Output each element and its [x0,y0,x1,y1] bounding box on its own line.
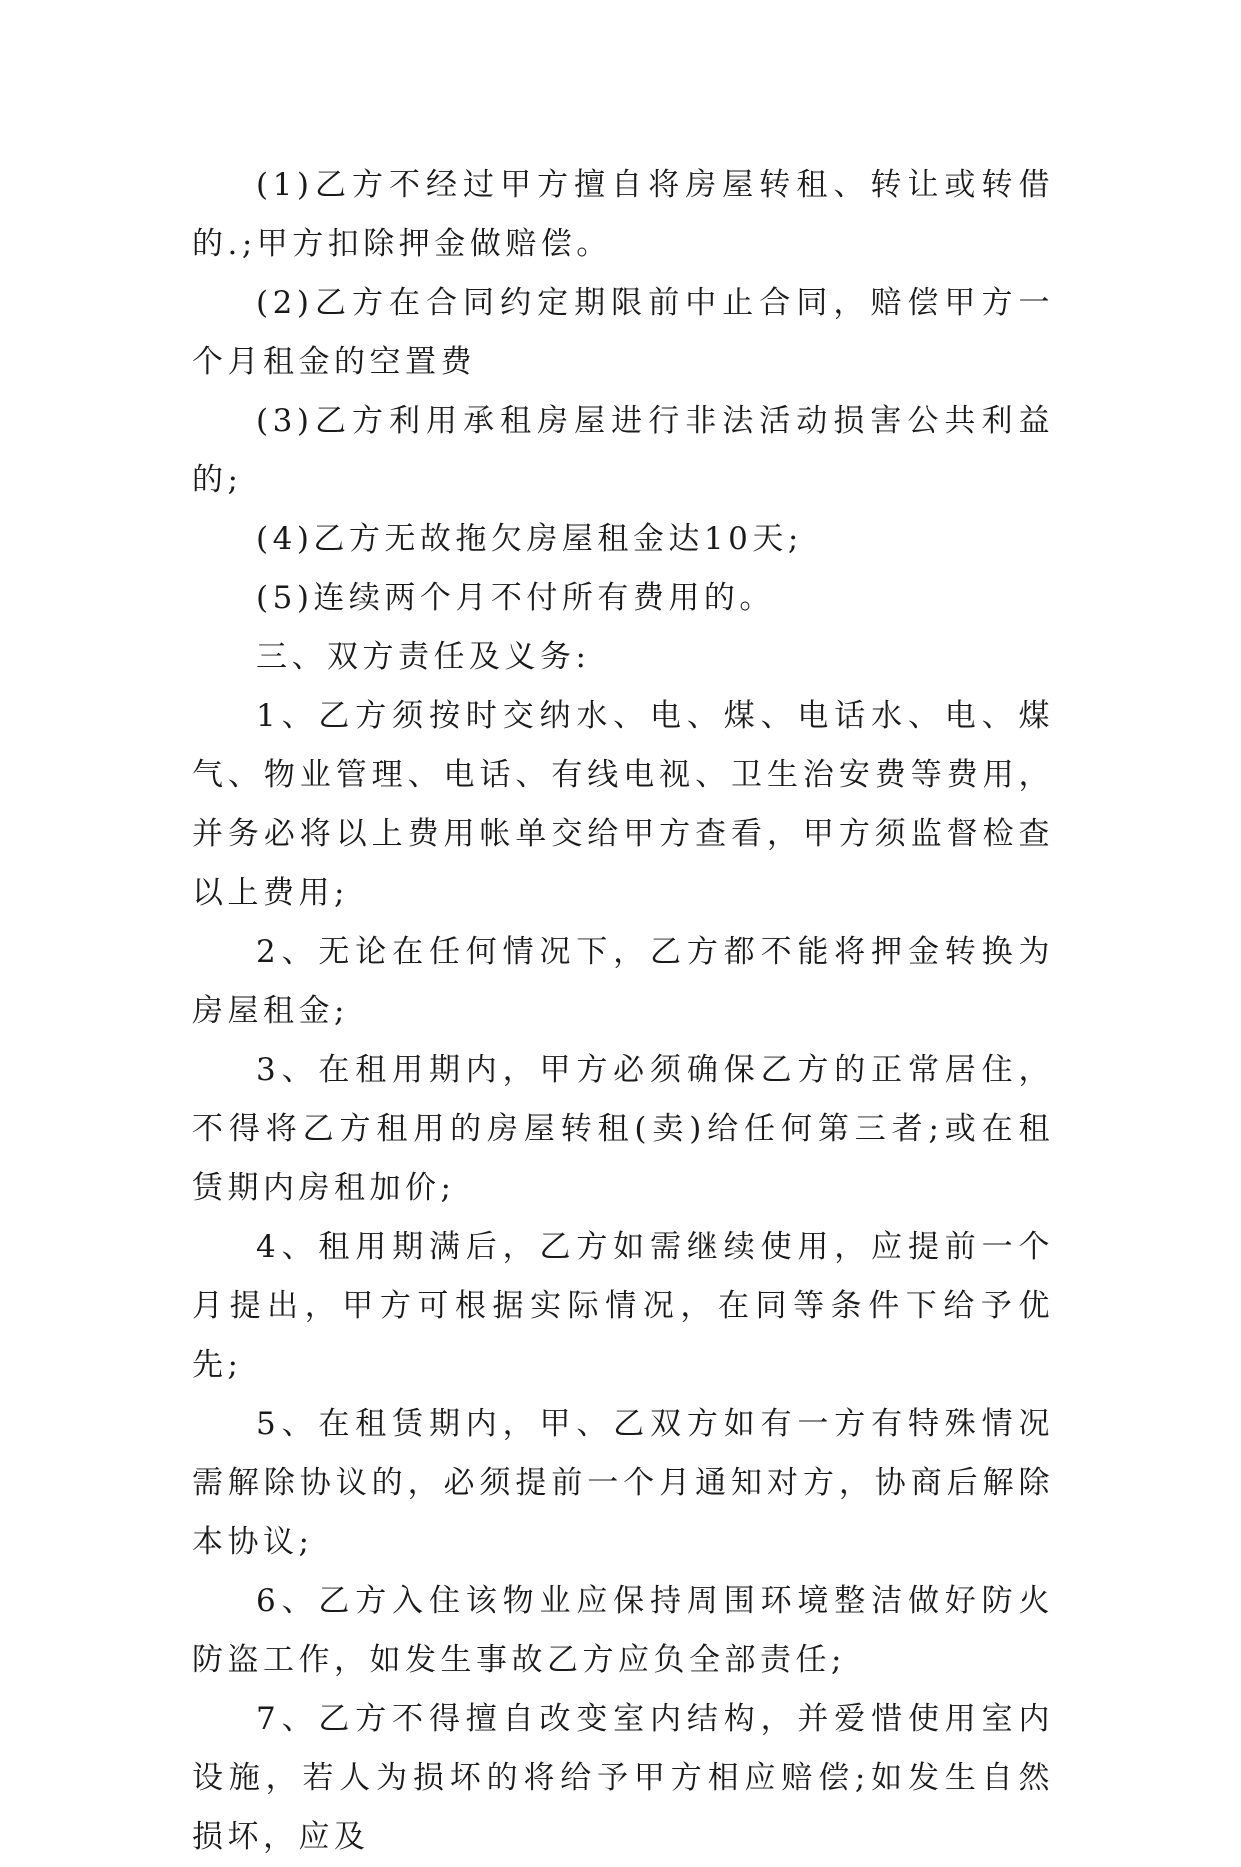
clause-5-unpaid-fees: (5)连续两个月不付所有费用的。 [256,580,775,616]
duty-7-structure: 7、乙方不得擅自改变室内结构，并爱惜使用室内设施，若人为损坏的将给予甲方相应赔偿;如发生自然损坏，应及 [192,1701,1054,1855]
duty-3-normal-residence: 3、在租用期内，甲方必须确保乙方的正常居住，不得将乙方租用的房屋转租(卖)给任何第三者;或在租赁期内房租加价; [192,1052,1054,1206]
clause-1-sublet: (1)乙方不经过甲方擅自将房屋转租、转让或转借的.;甲方扣除押金做赔偿。 [192,167,1054,262]
duty-1-utility-fees: 1、乙方须按时交纳水、电、煤、电话水、电、煤气、物业管理、电话、有线电视、卫生治安费等费用，并务必将以上费用帐单交给甲方查看，甲方须监督检查以上费用; [192,698,1054,911]
duty-4-renewal: 4、租用期满后，乙方如需继续使用，应提前一个月提出，甲方可根据实际情况，在同等条件下给予优先; [192,1229,1054,1383]
section-heading-responsibilities: 三、双方责任及义务: [256,639,591,675]
duty-5-early-release: 5、在租赁期内，甲、乙双方如有一方有特殊情况需解除协议的，必须提前一个月通知对方，协商后解除本协议; [192,1406,1054,1560]
document-body [192,156,1054,1867]
clause-2-early-termination: (2)乙方在合同约定期限前中止合同，赔偿甲方一个月租金的空置费 [192,285,1054,380]
clause-4-rent-arrears: (4)乙方无故拖欠房屋租金达10天; [256,521,803,557]
duty-2-deposit: 2、无论在任何情况下，乙方都不能将押金转换为房屋租金; [192,934,1054,1029]
clause-3-illegal-activity: (3)乙方利用承租房屋进行非法活动损害公共利益的; [192,403,1054,498]
duty-6-fire-safety: 6、乙方入住该物业应保持周围环境整洁做好防火防盗工作，如发生事故乙方应负全部责任; [192,1583,1054,1678]
